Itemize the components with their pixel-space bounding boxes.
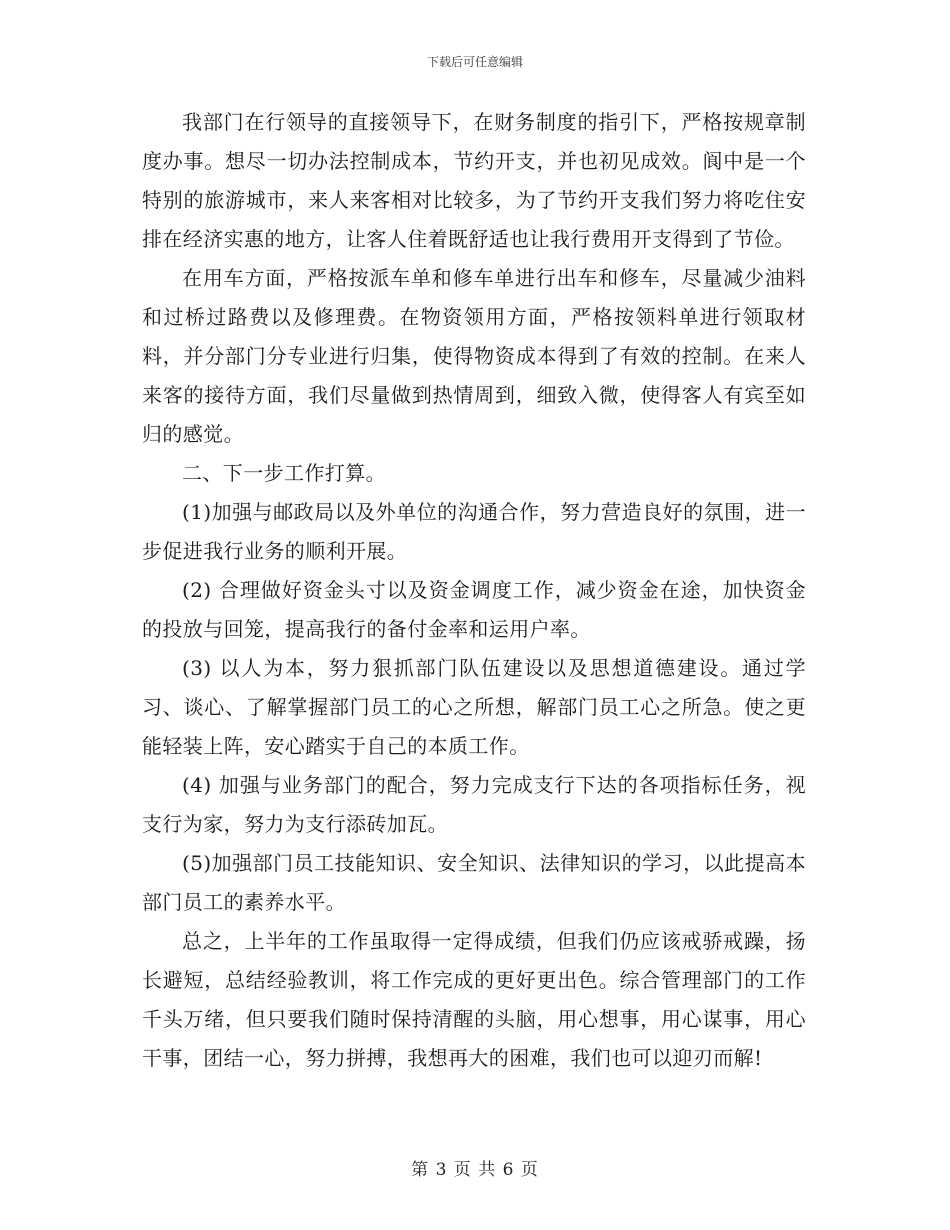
page-header: 下载后可任意编辑 bbox=[426, 55, 523, 69]
list-item-3: (3) 以人为本，努力狠抓部门队伍建设以及思想道德建设。通过学习、谈心、了解掌握部门员工的心之所想，解部门员工心之所急。使之更能轻装上阵，安心踏实于自己的本质工作。 bbox=[142, 656, 806, 758]
list-item-4: (4) 加强与业务部门的配合，努力完成支行下达的各项指标任务，视支行为家，努力为支行添砖加瓦。 bbox=[142, 773, 806, 836]
list-item-5: (5)加强部门员工技能知识、安全知识、法律知识的学习，以此提高本部门员工的素养水平。 bbox=[142, 851, 806, 914]
paragraph-2: 在用车方面，严格按派车单和修车单进行出车和修车，尽量减少油料和过桥过路费以及修理费。在物资领用方面，严格按领料单进行领取材料，并分部门分专业进行归集，使得物资成本得到了有效的控制。在来人来客的接待方面，我们尽量做到热情周到，细致入微，使得客人有宾至如归的感觉。 bbox=[142, 266, 806, 446]
list-item-2: (2) 合理做好资金头寸以及资金调度工作，减少资金在途，加快资金的投放与回笼，提高我行的备付金率和运用户率。 bbox=[142, 578, 806, 641]
page-number-footer: 第 3 页 共 6 页 bbox=[411, 1160, 539, 1180]
paragraph-1: 我部门在行领导的直接领导下，在财务制度的指引下，严格按规章制度办事。想尽一切办法控制成本，节约开支，并也初见成效。阆中是一个特别的旅游城市，来人来客相对比较多，为了节约开支我们努力将吃住安排在经济实惠的地方，让客人住着既舒适也让我行费用开支得到了节俭。 bbox=[142, 110, 806, 251]
list-item-1: (1)加强与邮政局以及外单位的沟通合作，努力营造良好的氛围，进一步促进我行业务的顺利开展。 bbox=[142, 500, 806, 563]
conclusion-paragraph: 总之，上半年的工作虽取得一定得成绩，但我们仍应该戒骄戒躁，扬长避短，总结经验教训，将工作完成的更好更出色。综合管理部门的工作千头万绪，但只要我们随时保持清醒的头脑，用心想事，用心谋事，用心干事，团结一心，努力拼搏，我想再大的困难，我们也可以迎刃而解! bbox=[142, 929, 806, 1070]
document-body bbox=[142, 103, 806, 1078]
section-heading: 二、下一步工作打算。 bbox=[182, 461, 386, 485]
